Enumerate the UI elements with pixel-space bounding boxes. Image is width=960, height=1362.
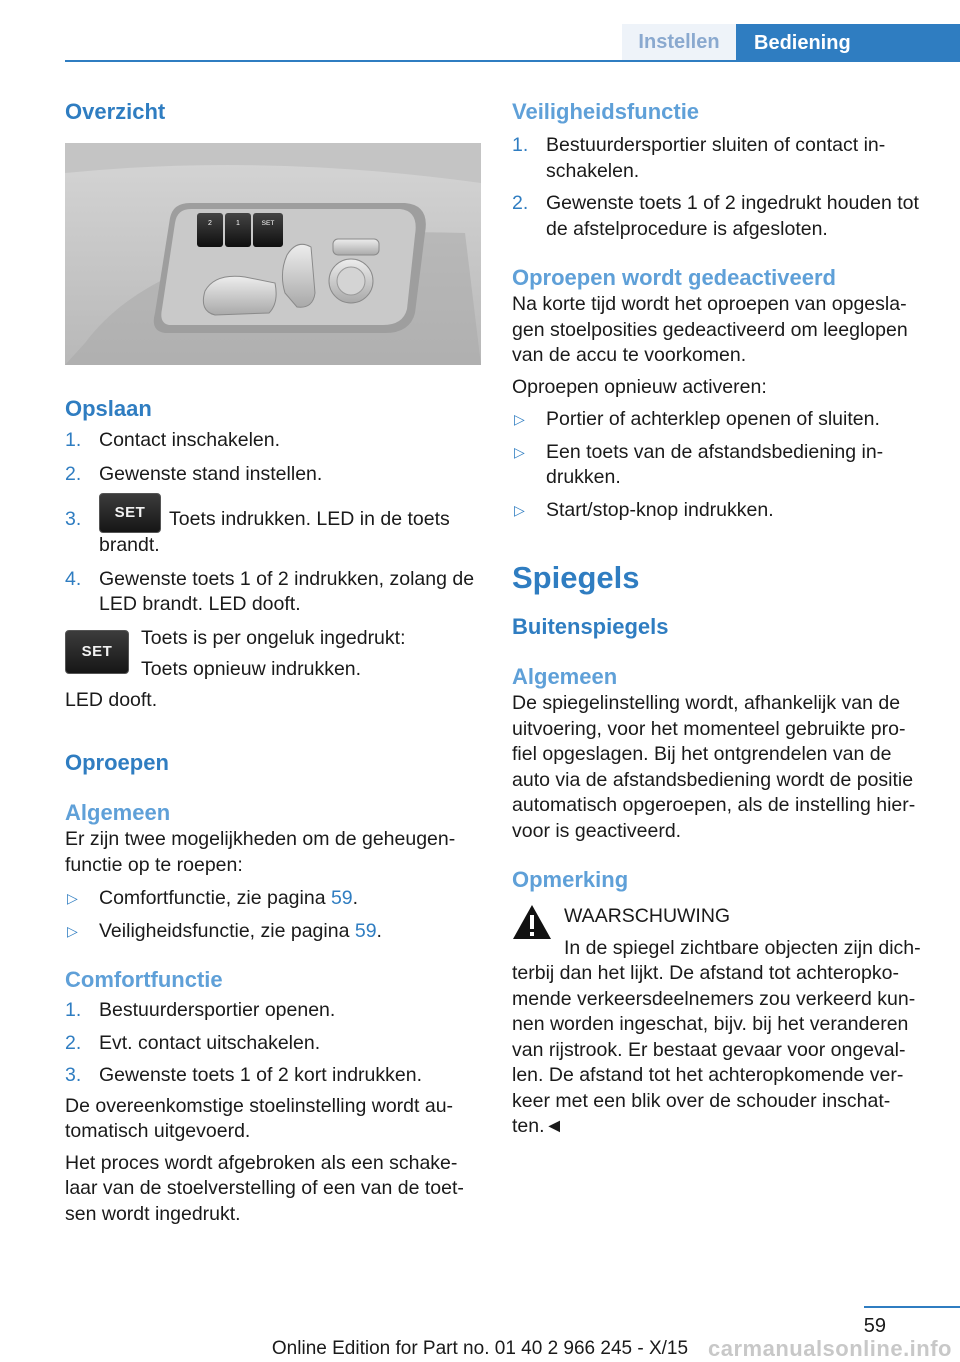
left-column (65, 98, 481, 1227)
page-header (0, 0, 960, 64)
list-item: 1. Bestuurdersportier sluiten of contact in-schakelen. (512, 134, 886, 182)
oproepen-options (65, 886, 481, 944)
note-line: Toets is per ongeluk ingedrukt: (141, 626, 406, 649)
warning-label: WAARSCHUWING (564, 905, 731, 927)
gedeactiveerd-heading: Oproepen wordt gedeactiveerd (512, 265, 836, 290)
tab-bediening[interactable]: Bediening (736, 24, 960, 62)
oproepen-heading: Oproepen (65, 750, 169, 775)
tab-instellen[interactable]: Instellen (622, 24, 736, 60)
opslaan-steps (65, 428, 481, 618)
body-text: Er zijn twee mogelijkheden om de geheugen-functie op te roepen: (65, 828, 456, 876)
spiegels-heading: Spiegels (512, 560, 640, 595)
overzicht-heading: Overzicht (65, 99, 166, 124)
body-text: De spiegelinstelling wordt, afhankelijk van de uitvoering, voor het momenteel gebruikte pro-fiel opgeslagen. Bij het ontgrendelen van de auto via de afstandsbediening wordt de positie automatisch opgeroepen, als de instelling hier-voor is geactiveerd. (512, 692, 916, 842)
page-number: 59 (863, 1315, 886, 1337)
list-item: ▷ Start/stop-knop indrukken. (514, 498, 774, 521)
comfort-steps (65, 998, 481, 1089)
algemeen-heading: Algemeen (65, 800, 171, 825)
watermark: carmanualsonline.info (708, 1336, 952, 1361)
seat-key-1: 1 (236, 220, 240, 227)
warning-block (512, 904, 930, 1140)
seat-controls-illustration (65, 143, 481, 365)
list-item: 4. Gewenste toets 1 of 2 indrukken, zolang de LED brandt. LED dooft. (65, 567, 475, 615)
body-text: Het proces wordt afgebroken als een schake-laar van de stoelverstelling of een van de toet-sen wordt ingedrukt. (65, 1151, 464, 1225)
body-text: Na korte tijd wordt het oproepen van opgesla-gen stoelposities gedeactiveerd om leeglopen van de accu te voorkomen. (512, 293, 908, 366)
buitenspiegels-heading: Buitenspiegels (512, 614, 669, 639)
body-text: De overeenkomstige stoelinstelling wordt au-tomatisch uitgevoerd. (65, 1094, 454, 1142)
list-item: 2. Gewenste stand instellen. (65, 462, 323, 485)
body-text: Oproepen opnieuw activeren: (512, 375, 767, 398)
list-item: 1. Contact inschakelen. (65, 429, 281, 451)
list-item: 3. Gewenste toets 1 of 2 kort indrukken. (65, 1064, 423, 1086)
seat-key-set: SET (261, 220, 275, 227)
footer-divider (864, 1306, 960, 1308)
list-item: ▷ Portier of achterklep openen of sluiten. (514, 408, 880, 430)
list-item: 3. SET Toets indrukken. LED in de toets brandt. (65, 495, 481, 559)
page-link[interactable]: 59 (354, 919, 377, 942)
opslaan-heading: Opslaan (65, 396, 152, 421)
opmerking-heading: Opmerking (512, 867, 629, 892)
list-item: 2. Evt. contact uitschakelen. (65, 1031, 321, 1054)
list-item: ▷ Een toets van de afstandsbediening in-drukken. (514, 440, 884, 488)
header-divider (65, 60, 960, 62)
right-column (512, 98, 930, 1140)
list-item: ▷ Comfortfunctie, zie pagina 59. (67, 887, 359, 909)
seat-key-2: 2 (208, 220, 212, 227)
set-key-icon: SET (99, 493, 161, 533)
set-key-icon: SET (65, 630, 129, 674)
edition-text: Online Edition for Part no. 01 40 2 966 245 - X/15 (271, 1338, 689, 1359)
comfortfunctie-heading: Comfortfunctie (65, 967, 223, 992)
veiligheidsfunctie-heading: Veiligheidsfunctie (512, 99, 700, 124)
body-text: LED dooft. (65, 688, 158, 711)
list-item: 2. Gewenste toets 1 of 2 ingedrukt houden tot de afstelprocedure is afgesloten. (512, 192, 919, 240)
algemeen-heading: Algemeen (512, 664, 618, 689)
warning-text: In de spiegel zichtbare objecten zijn dich-terbij dan het lijkt. De afstand tot achteropko-mende verkeersdeelnemers zou verkeerd kun-nen worden ingeschat, bijv. bij het veranderen van rijstrook. Er bestaat gevaar voor ongeval-len. De afstand tot het achteropkomende ver-keer met een blik over de schouder inschat-ten.◄ (512, 936, 921, 1137)
page-link[interactable]: 59 (330, 887, 353, 909)
note-line: Toets opnieuw indrukken. (141, 658, 362, 680)
veilig-steps (512, 133, 930, 242)
reactivate-options (512, 407, 930, 523)
warning-triangle-icon (512, 904, 552, 940)
list-item: ▷ Veiligheidsfunctie, zie pagina 59. (67, 919, 382, 942)
list-item: 1. Bestuurdersportier openen. (65, 999, 336, 1021)
seat-controls-photo (65, 143, 481, 365)
note-block (65, 626, 481, 683)
